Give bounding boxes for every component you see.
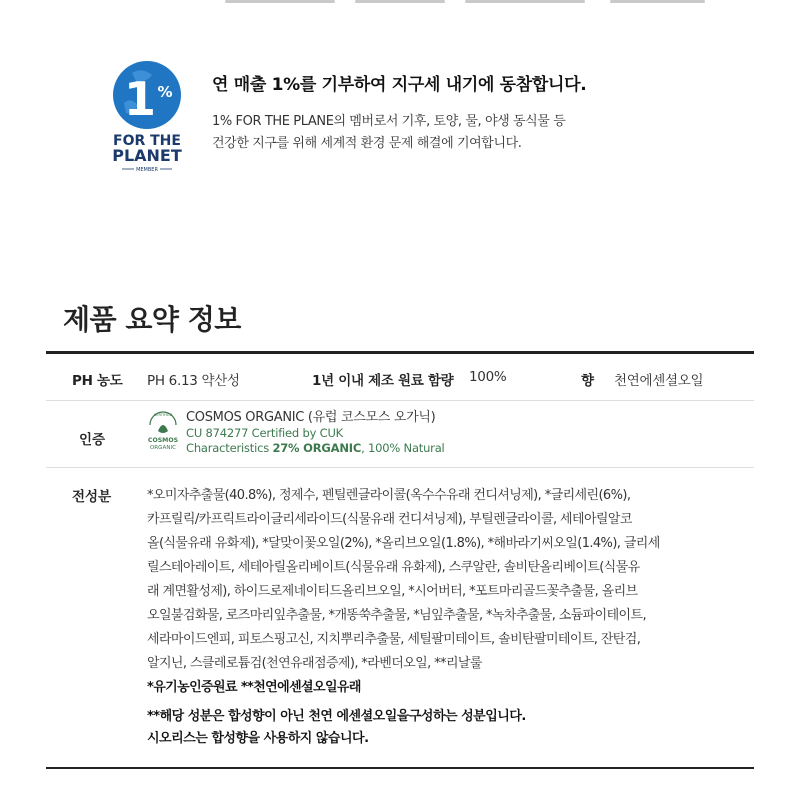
summary-row: [46, 355, 754, 400]
ph-value: PH 6.13 약산성: [147, 373, 240, 389]
badge-description: [212, 111, 772, 155]
one-percent-for-the-planet-logo: [102, 53, 192, 173]
cert-characteristics: [186, 441, 445, 456]
logo-line2: PLANET: [112, 146, 182, 165]
top-cropped-text: [215, 0, 715, 6]
badge-desc-line2: 건강한 지구를 위해 세계적 환경 문제 해결에 기여합니다.: [212, 136, 522, 151]
logo-percent: %: [157, 83, 173, 101]
cosmos-logo-line1: COSMOS: [147, 437, 179, 444]
cert-characteristics-prefix: Characteristics: [186, 441, 273, 455]
scent-label: 향: [581, 373, 594, 389]
ingredient-line: 올(식물유래 유화제), *달맞이꽃오일(2%), *올리브오일(1.8%), *해바라기씨오일(1.4%), 글리세: [147, 536, 660, 551]
ingredient-line: 세라마이드엔피, 피토스핑고신, 지치뿌리추출물, 세틸팔미테이트, 솔비탄팔미테이트, 잔탄검,: [147, 632, 641, 647]
origin-label: 1년 이내 제조 원료 함량: [312, 373, 454, 389]
origin-value: 100%: [469, 369, 507, 385]
badge-text-block: [212, 70, 772, 155]
ingredients-footnote: [147, 706, 526, 750]
cert-natural-pct: , 100% Natural: [361, 441, 445, 455]
cert-details: [186, 409, 445, 456]
ingredient-line: 오일불검화물, 로즈마리잎추출물, *개똥쑥추출물, *님잎추출물, *녹차추출물, 소듐파이테이트,: [147, 608, 647, 623]
ingredient-line: *오미자추출물(40.8%), 정제수, 펜틸렌글라이콜(옥수수유래 컨디셔닝제), *글리세린(6%),: [147, 488, 631, 503]
ingredient-line: 래 계면활성제), 하이드로제네이티드올리브오일, *시어버터, *포트마리골드꽃추출물, 올리브: [147, 584, 638, 599]
divider: [46, 400, 754, 401]
badge-title: 연 매출 1%를 기부하여 지구세 내기에 동참합니다.: [212, 75, 587, 95]
cert-name: COSMOS ORGANIC (유럽 코스모스 오가닉): [186, 410, 436, 425]
cosmos-ring-text: CERTIFIED: [153, 413, 173, 417]
table-top-rule: [46, 351, 754, 354]
section-title: 제품 요약 정보: [63, 303, 241, 336]
ingredient-line: 알지닌, 스클레로튬검(천연유래점증제), *라벤더오일, **리날룰: [147, 656, 482, 671]
logo-number: 1: [123, 72, 157, 126]
cert-label: 인증: [79, 432, 106, 448]
ingredients-label: 전성분: [72, 489, 112, 505]
ingredient-line: 카프릴릭/카프릭트라이글리세라이드(식물유래 컨디셔닝제), 부틸렌글라이콜, 세테아릴알코: [147, 512, 632, 527]
ingredient-line: 릴스테아레이트, 세테아릴올리베이트(식물유래 유화제), 스쿠알란, 솔비탄올리베이트(식물유: [147, 560, 640, 575]
ingredients-note: *유기농인증원료 **천연에센셜오일유래: [147, 680, 361, 695]
ingredients-list: [147, 484, 747, 700]
logo-line1: FOR THE: [113, 133, 181, 149]
cosmos-logo-line2: ORGANIC: [149, 445, 177, 451]
table-bottom-rule: [46, 767, 754, 769]
footnote-line1: **해당 성분은 합성향이 아닌 천연 에센셜오일을구성하는 성분입니다.: [147, 709, 526, 724]
footnote-line2: 시오리스는 합성향을 사용하지 않습니다.: [147, 731, 369, 746]
cert-code: CU 874277 Certified by CUK: [186, 426, 344, 440]
scent-value: 천연에센셜오일: [614, 373, 704, 389]
divider: [46, 467, 754, 468]
logo-member: MEMBER: [136, 167, 158, 173]
cert-organic-pct: 27% ORGANIC: [272, 441, 362, 455]
ph-label: PH 농도: [72, 373, 123, 389]
cosmos-organic-logo: [144, 407, 182, 453]
badge-desc-line1: 1% FOR THE PLANE의 멤버로서 기후, 토양, 물, 야생 동식물 등: [212, 114, 566, 129]
